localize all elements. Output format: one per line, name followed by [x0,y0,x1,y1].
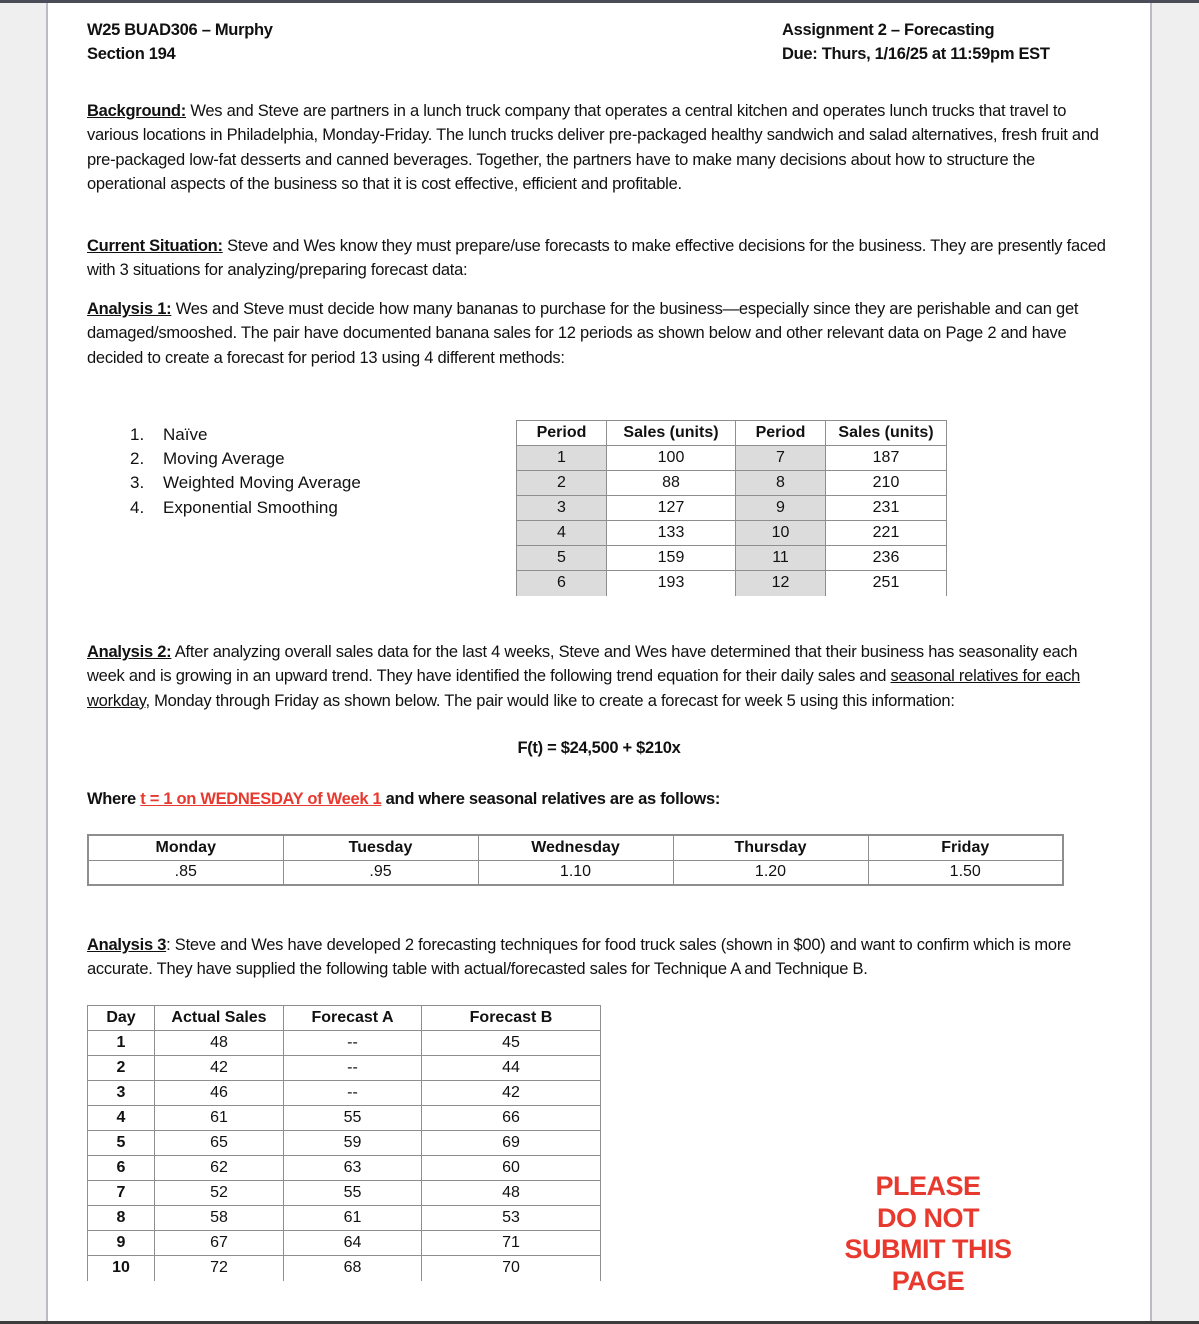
table-row [88,1156,601,1181]
sales-cell: 221 [826,521,947,546]
background-paragraph [87,99,1117,196]
column-header: Sales (units) [826,421,947,446]
relative-cell: 1.20 [673,860,868,885]
actual-cell: 42 [155,1056,284,1081]
sales-cell: 251 [826,571,947,596]
table-row [88,1031,601,1056]
forecast-b-cell: 48 [422,1181,601,1206]
due-date: Due: Thurs, 1/16/25 at 11:59pm EST [782,45,1050,63]
table-row [88,860,1063,885]
forecast-b-cell: 70 [422,1256,601,1281]
trend-formula: F(t) = $24,500 + $210x [517,739,681,757]
method-item [130,471,361,495]
forecast-a-cell: 59 [284,1131,422,1156]
period-cell: 7 [736,446,826,471]
course-title: W25 BUAD306 – Murphy [87,21,273,39]
analysis2-text: After analyzing overall sales data for the last 4 weeks, Steve and Wes have determined that their business has seasonality each week and is growing in an upward trend. They have identified the following trend equation for their daily sales and [87,643,1078,686]
analysis2-label: Analysis 2: [87,643,172,661]
method-label: Exponential Smoothing [163,497,338,517]
table-row [517,496,947,521]
sales-cell: 193 [607,571,736,596]
actual-cell: 72 [155,1256,284,1281]
table-row [88,1256,601,1281]
actual-cell: 65 [155,1131,284,1156]
column-header: Period [517,421,607,446]
forecast-b-cell: 45 [422,1031,601,1056]
table-row [517,446,947,471]
sales-cell: 133 [607,521,736,546]
notice-line: PAGE [891,1265,965,1296]
analysis2-text-cont: , Monday through Friday as shown below. The pair would like to create a forecast for week 5 using this information: [145,691,955,710]
day-cell: 1 [88,1031,155,1056]
section-number: Section 194 [87,45,176,63]
notice-line: PLEASE [875,1171,981,1201]
relative-cell: 1.10 [478,860,673,885]
day-cell: 9 [88,1231,155,1256]
column-header: Forecast A [284,1006,422,1031]
actual-cell: 61 [155,1106,284,1131]
forecast-a-cell: -- [284,1031,422,1056]
sales-cell: 159 [607,546,736,571]
analysis1-label: Analysis 1: [87,300,172,318]
actual-cell: 52 [155,1181,284,1206]
forecast-a-cell: 64 [284,1231,422,1256]
forecast-a-cell: 55 [284,1106,422,1131]
where-prefix: Where [87,790,141,808]
table-header-row [88,1006,601,1031]
background-text: Wes and Steve are partners in a lunch truck company that operates a central kitchen and operates lunch trucks that travel to various locations in Philadelphia, Monday-Friday. The lunch trucks deliver pre-packaged healthy sandwich and salad alternatives, fresh fruit and pre-packaged low-fat desserts and canned beverages. Together, the partners have to make many decisions about how to structure the operational aspects of the business so that it is cost effective, efficient and profitable. [87,102,1099,193]
table-row [88,1106,601,1131]
column-header: Actual Sales [155,1006,284,1031]
where-highlight: t = 1 on WEDNESDAY of Week 1 [140,790,382,808]
day-cell: 8 [88,1206,155,1231]
analysis3-label: Analysis 3 [87,936,167,954]
method-number: 3. [130,473,145,493]
table-row [88,1231,601,1256]
column-header: Monday [88,835,283,860]
assignment-header [782,18,1050,66]
forecast-b-cell: 71 [422,1231,601,1256]
table-header-row [517,421,947,446]
table-row [88,1056,601,1081]
forecast-a-cell: -- [284,1056,422,1081]
table-row [517,471,947,496]
assignment-title: Assignment 2 – Forecasting [782,21,995,39]
sales-cell: 88 [607,471,736,496]
period-cell: 5 [517,546,607,571]
actual-cell: 46 [155,1081,284,1106]
sales-cell: 210 [826,471,947,496]
method-number: 1. [130,425,145,444]
sales-cell: 236 [826,546,947,571]
forecast-b-cell: 53 [422,1206,601,1231]
day-cell: 3 [88,1081,155,1106]
period-cell: 8 [736,471,826,496]
table-row [517,571,947,596]
sales-cell: 100 [607,446,736,471]
sales-cell: 127 [607,496,736,521]
table-row [517,521,947,546]
method-item [130,423,361,447]
period-cell: 1 [517,446,607,471]
forecast-comparison-table [87,1005,601,1281]
table-row [88,1206,601,1231]
method-item [130,447,361,471]
day-cell: 6 [88,1156,155,1181]
table-row [88,1181,601,1206]
actual-cell: 48 [155,1031,284,1056]
forecast-methods-list [130,423,361,520]
period-cell: 4 [517,521,607,546]
forecast-b-cell: 69 [422,1131,601,1156]
period-cell: 3 [517,496,607,521]
where-statement [87,790,720,809]
day-cell: 2 [88,1056,155,1081]
actual-cell: 58 [155,1206,284,1231]
table-row [88,1081,601,1106]
sales-cell: 231 [826,496,947,521]
where-suffix: and where seasonal relatives are as follows: [381,790,721,808]
analysis2-paragraph [87,640,1117,713]
seasonal-relatives-underlined: seasonal relatives for each workday [87,667,1081,710]
forecast-b-cell: 60 [422,1156,601,1181]
document-page [46,3,1152,1321]
do-not-submit-notice [818,1171,1038,1297]
notice-line: DO NOT [877,1202,979,1233]
column-header: Sales (units) [607,421,736,446]
table-row [88,1131,601,1156]
period-cell: 11 [736,546,826,571]
relative-cell: 1.50 [868,860,1063,885]
column-header: Thursday [673,835,868,860]
method-label: Moving Average [163,449,285,469]
day-cell: 7 [88,1181,155,1206]
period-cell: 2 [517,471,607,496]
forecast-b-cell: 42 [422,1081,601,1106]
relative-cell: .95 [283,860,478,885]
day-cell: 5 [88,1131,155,1156]
day-cell: 4 [88,1106,155,1131]
current-situation-text: Steve and Wes know they must prepare/use forecasts to make effective decisions for the business. They are presently faced with 3 situations for analyzing/preparing forecast data: [87,237,1106,280]
method-number: 4. [130,497,145,517]
forecast-a-cell: 63 [284,1156,422,1181]
day-cell: 10 [88,1256,155,1281]
column-header: Period [736,421,826,446]
forecast-a-cell: -- [284,1081,422,1106]
analysis1-paragraph [87,297,1117,370]
analysis3-text: : Steve and Wes have developed 2 forecasting techniques for food truck sales (shown in $00) and want to confirm which is more accurate. They have supplied the following table with actual/forecasted sales for Technique A and Technique B. [87,936,1072,979]
period-cell: 6 [517,571,607,596]
forecast-a-cell: 68 [284,1256,422,1281]
period-cell: 9 [736,496,826,521]
forecast-a-cell: 61 [284,1206,422,1231]
actual-cell: 67 [155,1231,284,1256]
forecast-b-cell: 44 [422,1056,601,1081]
column-header: Tuesday [283,835,478,860]
method-label: Naïve [163,425,208,444]
analysis1-text: Wes and Steve must decide how many bananas to purchase for the business—especially since they are perishable and can get damaged/smooshed. The pair have documented banana sales for 12 periods as shown below and other relevant data on Page 2 and have decided to create a forecast for period 13 using 4 different methods: [87,300,1079,367]
table-header-row [88,835,1063,860]
forecast-b-cell: 66 [422,1106,601,1131]
period-cell: 12 [736,571,826,596]
column-header: Day [88,1006,155,1031]
current-situation-paragraph [87,234,1117,283]
column-header: Forecast B [422,1006,601,1031]
sales-cell: 187 [826,446,947,471]
relative-cell: .85 [88,860,283,885]
method-label: Weighted Moving Average [163,473,361,493]
seasonal-relatives-table [87,834,1064,886]
current-situation-label: Current Situation: [87,237,223,255]
forecast-a-cell: 55 [284,1181,422,1206]
column-header: Wednesday [478,835,673,860]
table-row [517,546,947,571]
background-label: Background: [87,102,187,120]
banana-sales-table [516,420,947,596]
column-header: Friday [868,835,1063,860]
period-cell: 10 [736,521,826,546]
method-number: 2. [130,449,145,469]
method-item [130,496,361,520]
notice-line: SUBMIT THIS [844,1234,1012,1264]
course-header [87,18,273,66]
analysis3-paragraph [87,933,1117,982]
actual-cell: 62 [155,1156,284,1181]
